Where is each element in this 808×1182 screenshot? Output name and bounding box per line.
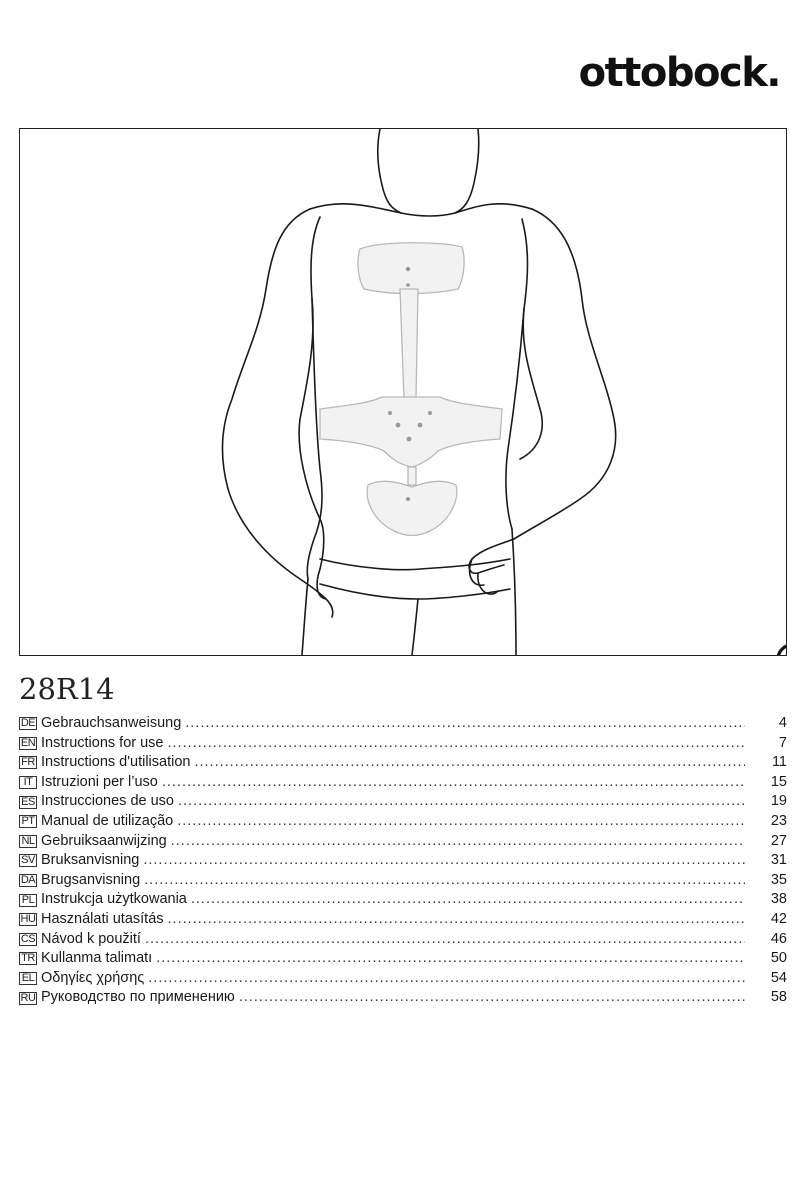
toc-entry-title: Kullanma talimatı: [41, 950, 153, 967]
toc-page-number: 19: [770, 793, 787, 810]
toc-page-number: 50: [770, 950, 787, 967]
toc-page-number: 7: [778, 734, 787, 751]
dot-leader: [185, 714, 745, 734]
language-code-badge: PL: [19, 894, 37, 907]
dot-leader: [168, 910, 745, 930]
toc-entry-title: Návod k použití: [41, 930, 141, 947]
toc-page-number: 46: [770, 930, 787, 947]
dot-leader: [168, 734, 746, 754]
toc-entry-title: Bruksanvisning: [41, 852, 140, 869]
dot-leader: [156, 949, 745, 969]
language-code-badge: SV: [19, 854, 37, 867]
toc-entry-title: Gebrauchsanweisung: [41, 715, 182, 731]
toc-entry-title: Istruzioni per l’uso: [41, 773, 158, 790]
dot-leader: [239, 988, 745, 1008]
language-code-badge: IT: [19, 776, 37, 789]
toc-page-number: 11: [771, 754, 787, 771]
dot-leader: [191, 890, 745, 910]
language-code-badge: CS: [20, 932, 36, 945]
toc-entry[interactable]: [19, 890, 787, 910]
toc-page-number: 31: [770, 852, 787, 869]
language-code-badge: DE: [20, 717, 36, 730]
toc-entry-title: Руководство по применению: [41, 989, 235, 1006]
toc-entry[interactable]: [19, 832, 787, 852]
toc-entry-title: Manual de utilização: [41, 812, 174, 829]
toc-entry[interactable]: [19, 930, 787, 950]
toc-page-number: 4: [778, 715, 787, 731]
toc-entry-title: Gebruiksaanwijzing: [41, 832, 167, 849]
toc-page-number: 27: [770, 832, 787, 849]
toc-entry[interactable]: [19, 988, 787, 1008]
dot-leader: [177, 812, 745, 832]
dot-leader: [145, 930, 745, 950]
toc-entry[interactable]: [19, 871, 787, 891]
toc-entry-title: Használati utasítás: [41, 910, 164, 927]
toc-entry-title: Brugsanvisning: [41, 871, 141, 888]
dot-leader: [144, 871, 745, 891]
language-code-badge: NL: [19, 835, 37, 848]
dot-leader: [148, 969, 745, 989]
language-code-badge: DA: [20, 874, 36, 887]
dot-leader: [162, 773, 745, 793]
toc-entry-title: Instructions d'utilisation: [41, 754, 191, 771]
brand-logo: ottobock.: [578, 50, 780, 96]
product-illustration-frame: [19, 128, 787, 656]
toc-page-number: 35: [770, 871, 787, 888]
toc-page-number: 15: [770, 773, 787, 790]
toc-entry-title: Οδηγίες χρήσης: [41, 969, 145, 986]
toc-entry-title: Instrucciones de uso: [41, 793, 174, 810]
toc-entry-title: Instrukcja użytkowania: [41, 891, 187, 908]
toc-entry[interactable]: [19, 792, 787, 812]
dot-leader: [178, 792, 745, 812]
toc-entry-title: Instructions for use: [41, 734, 164, 751]
toc-page-number: 38: [770, 891, 787, 908]
toc-entry[interactable]: [19, 969, 787, 989]
dot-leader: [194, 753, 745, 773]
toc-entry[interactable]: [19, 812, 787, 832]
language-code-badge: EL: [19, 972, 37, 985]
toc-page-number: 54: [770, 969, 787, 986]
toc-entry[interactable]: [19, 773, 787, 793]
product-model-number: 28R14: [19, 672, 115, 706]
toc-entry[interactable]: [19, 910, 787, 930]
dot-leader: [171, 832, 745, 852]
toc-page-number: 58: [770, 989, 787, 1006]
language-code-badge: PT: [19, 815, 37, 828]
ce-mark-icon: [772, 641, 787, 656]
toc-entry[interactable]: [19, 851, 787, 871]
language-code-badge: RU: [20, 991, 36, 1004]
toc-page-number: 23: [770, 812, 787, 829]
person-wearing-back-brace-icon: [20, 129, 786, 655]
toc-entry[interactable]: [19, 734, 787, 754]
language-code-badge: ES: [19, 796, 37, 809]
toc-entry[interactable]: [19, 949, 787, 969]
language-code-badge: FR: [19, 756, 37, 769]
language-code-badge: EN: [20, 736, 36, 749]
toc-entry[interactable]: [19, 753, 787, 773]
dot-leader: [143, 851, 745, 871]
language-code-badge: TR: [19, 952, 37, 965]
language-table-of-contents: [19, 714, 787, 1008]
toc-entry[interactable]: [19, 714, 787, 734]
language-code-badge: HU: [20, 913, 36, 926]
toc-page-number: 42: [770, 910, 787, 927]
